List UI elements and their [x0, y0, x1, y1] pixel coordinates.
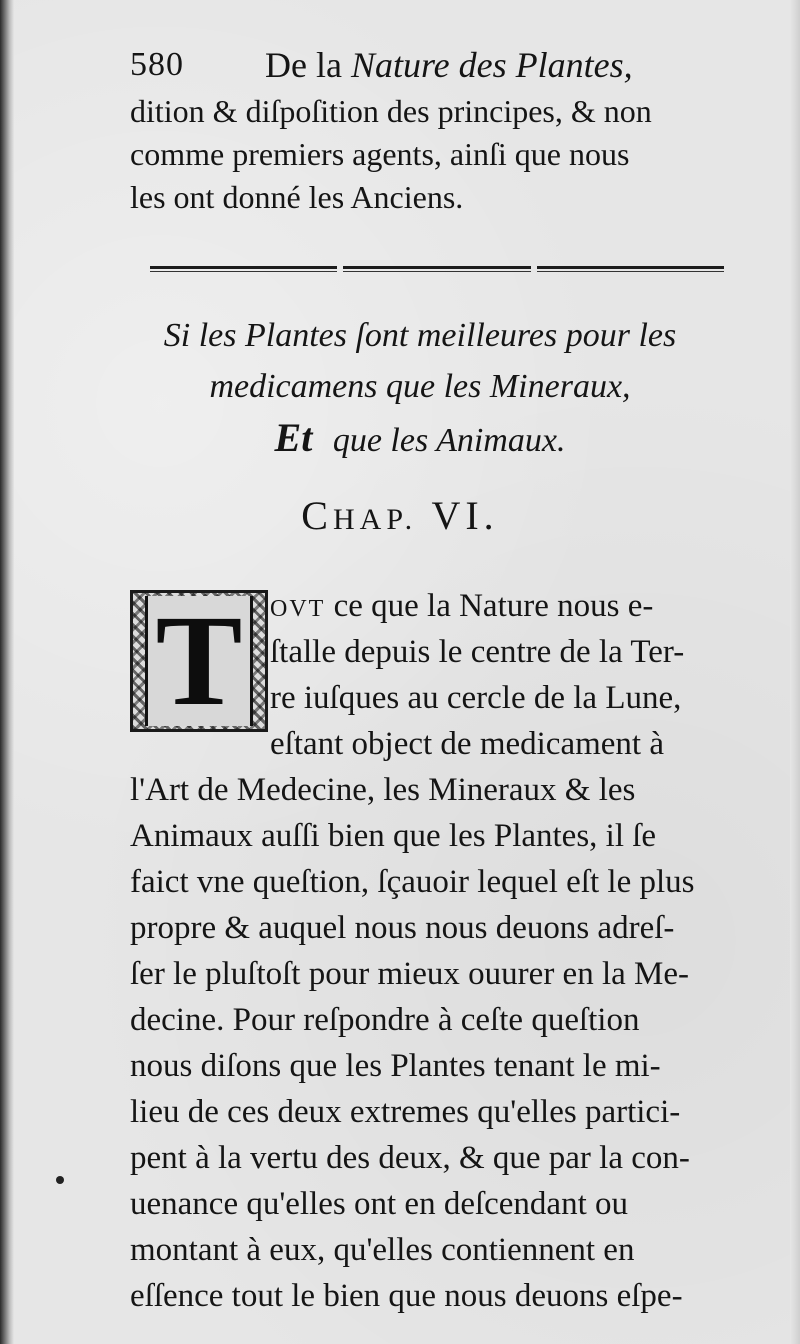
- divider-segment: [150, 266, 337, 272]
- text-line: l'Art de Medecine, les Mineraux & les: [130, 772, 636, 808]
- ink-spot: [56, 1176, 64, 1184]
- section-title-line: [100, 412, 740, 466]
- text-line: faict vne queſtion, ſçauoir lequel eſt le plus: [130, 864, 695, 900]
- running-head: [265, 44, 633, 86]
- page-gutter-shadow: [0, 0, 14, 1344]
- section-divider: [150, 266, 724, 274]
- text-line: re iuſques au cercle de la Lune,: [270, 680, 682, 716]
- text-line-rest: ce que la Nature nous e-: [325, 588, 654, 624]
- chapter-label: HAP.: [332, 503, 418, 536]
- text-line: lieu de ces deux extremes qu'elles partici-: [130, 1094, 681, 1130]
- text-line: propre & auquel nous nous deuons adreſ-: [130, 910, 675, 946]
- small-caps-word: OVT: [270, 596, 326, 622]
- text-line: montant à eux, qu'elles contiennent en: [130, 1232, 635, 1268]
- running-head-prefix: De la: [265, 45, 342, 85]
- divider-segment: [343, 266, 530, 272]
- text-line: eſtant object de medicament à: [270, 726, 664, 762]
- text-line: ſtalle depuis le centre de la Ter-: [270, 634, 685, 670]
- section-title-line: Si les Plantes ſont meilleures pour les: [163, 317, 677, 354]
- drop-cap-letter: T: [145, 596, 254, 726]
- chapter-number: VI.: [431, 493, 499, 538]
- section-title-text: que les Animaux.: [332, 422, 566, 459]
- page-number: 580: [130, 46, 184, 83]
- text-line: pent à la vertu des deux, & que par la con-: [130, 1140, 690, 1176]
- text-line: dition & diſpoſition des principes, & non: [130, 93, 652, 129]
- chapter-heading: [0, 492, 800, 539]
- chapter-body: [130, 583, 730, 1319]
- page-header: [130, 40, 730, 90]
- text-line: nous diſons que les Plantes tenant le mi-: [130, 1048, 661, 1084]
- chapter-initial: C: [301, 493, 333, 538]
- section-title-line: medicamens que les Mineraux,: [209, 368, 631, 405]
- text-line: decine. Pour reſpondre à ceſte queſtion: [130, 1002, 640, 1038]
- running-head-title: Nature des Plantes,: [350, 45, 633, 85]
- page-edge: [790, 0, 800, 1344]
- divider-segment: [537, 266, 724, 272]
- text-line: ſer le pluſtoſt pour mieux ouurer en la Me-: [130, 956, 690, 992]
- text-line: eſſence tout le bien que nous deuons eſpe-: [130, 1278, 683, 1314]
- text-line: [130, 583, 730, 629]
- ampersand-ornament: Et: [274, 415, 313, 460]
- text-line: Animaux auſſi bien que les Plantes, il ſe: [130, 818, 657, 854]
- text-line: comme premiers agents, ainſi que nous: [130, 136, 630, 172]
- text-line: uenance qu'elles ont en deſcendant ou: [130, 1186, 628, 1222]
- section-title: [100, 310, 740, 466]
- text-line: les ont donné les Anciens.: [130, 179, 464, 215]
- continuation-text: [130, 90, 730, 219]
